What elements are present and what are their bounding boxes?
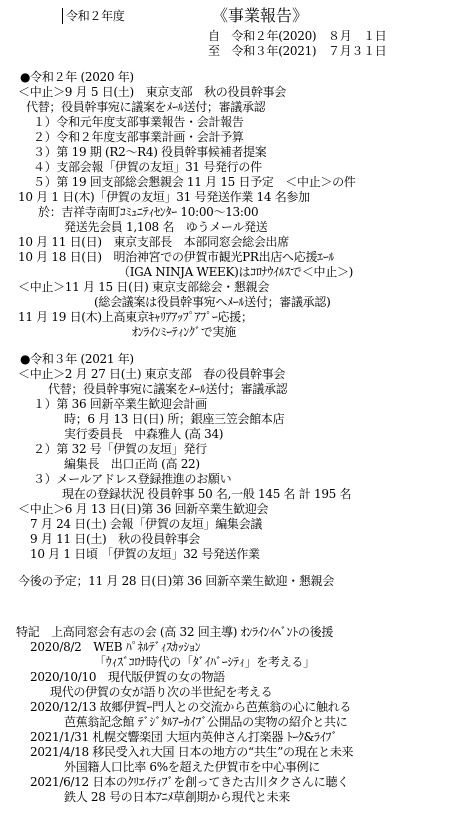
list-item: (総会議案は役員幹事宛へﾒｰﾙ送付；審議承認) xyxy=(94,295,331,309)
list-item: 2020/10/10 現代版伊賀の女の物語 xyxy=(30,670,225,684)
future-plan: 今後の予定；11 月 28 日(日)第 36 回新卒業生歓迎・懇親会 xyxy=(18,574,335,588)
list-item: 現在の登録状況 役員幹事 50 名,一般 145 名 計 195 名 xyxy=(62,487,352,501)
list-item: 発送先会員 1,108 名 ゆうメール発送 xyxy=(64,220,268,234)
period-to: 至 令和３年(2021) ７月３１日 xyxy=(208,44,387,58)
list-item: ２）令和２年度支部事業計画・会計予算 xyxy=(33,130,244,144)
list-item: ４）支部会報「伊賀の友垣」31 号発行の件 xyxy=(33,160,262,174)
list-item: ｵﾝﾗｲﾝﾐｰﾃｨﾝｸﾞで実施 xyxy=(132,325,236,339)
list-item: 鉄人 28 号の日本ｱﾆﾒ草創期から現代と未来 xyxy=(64,790,291,804)
list-item: 代替；役員幹事宛に議案をﾒｰﾙ送付；審議承認 xyxy=(48,382,288,396)
list-item: 9 月 11 日(土) 秋の役員幹事会 xyxy=(30,532,201,546)
list-item: ３）第 19 期 (R2～R4) 役員幹事候補者提案 xyxy=(33,145,267,159)
list-item: 2021/4/18 移民受入れ大国 日本の地方の“共生”の現在と未来 xyxy=(30,745,354,759)
text-boundary-mark xyxy=(62,8,63,24)
list-item: 時；6 月 13 日(日) 所；銀座三笠会館本店 xyxy=(64,412,285,426)
list-item: 代替；役員幹事宛に議案をﾒｰﾙ送付；審議承認 xyxy=(26,100,266,114)
list-item: １）第 36 回新卒業生歓迎会計画 xyxy=(33,397,207,411)
list-item: 2021/6/12 日本のｸﾘｴｲﾃｨﾌﾞを創ってきた古川タクさんに聴く xyxy=(30,775,349,789)
special-heading: 特記 上高同窓会有志の会 (高 32 回主導) ｵﾝﾗｲﾝｲﾍﾞﾝﾄの後援 xyxy=(16,625,334,639)
fiscal-year: 令和２年度 xyxy=(66,9,125,23)
list-item: （IGA NINJA WEEK)はｺﾛﾅｳｲﾙｽで＜中止＞) xyxy=(118,265,354,279)
list-item: 「ｳｨｽﾞｺﾛﾅ時代の「ﾀﾞｲﾊﾞｰｼﾃｨ」を考える」 xyxy=(94,655,315,669)
list-item: 10 月 1 日(木)「伊賀の友垣」31 号発送作業 14 名参加 xyxy=(18,190,310,204)
list-item: 10 月 11 日(日) 東京支部長 本部同窓会総会出席 xyxy=(18,235,289,249)
list-item: １）令和元年度支部事業報告・会計報告 xyxy=(33,115,244,129)
list-item: 2021/1/31 札幌交響楽団 大垣内英伸さん打楽器 ﾄｰｸ&ﾗｲﾌﾞ xyxy=(30,730,338,744)
list-item: 10 月 1 日頃 「伊賀の友垣」32 号発送作業 xyxy=(30,547,260,561)
section-heading-2021: ●令和３年 (2021 年) xyxy=(20,352,134,366)
list-item: 於：吉祥寺南町ｺﾐｭﾆﾃｨｾﾝﾀｰ 10:00～13:00 xyxy=(38,205,259,219)
list-item: ２）第 32 号「伊賀の友垣」発行 xyxy=(33,442,207,456)
list-item: 現代の伊賀の女が語り次の半世紀を考える xyxy=(50,685,273,699)
page-title: 《事業報告》 xyxy=(212,7,309,25)
list-item: 芭蕉翁記念館 ﾃﾞｼﾞﾀﾙｱｰｶｲﾌﾞ公開品の実物の紹介と共に xyxy=(64,715,348,729)
list-item: 編集長 出口正尚 (高 22) xyxy=(64,457,200,471)
list-item: ５）第 19 回支部総会懇親会 11 月 15 日予定 ＜中止＞の件 xyxy=(33,175,356,189)
list-item: ＜中止＞6 月 13 日(日)第 36 回新卒業生歓迎会 xyxy=(18,502,269,516)
list-item: 外国籍人口比率 6%を超えた伊賀市を中心事例に xyxy=(64,760,320,774)
list-item: ＜中止＞2 月 27 日(土) 東京支部 春の役員幹事会 xyxy=(18,367,286,381)
section-heading-2020: ●令和２年 (2020 年) xyxy=(20,70,134,84)
list-item: ３）メールアドレス登録推進のお願い xyxy=(33,472,232,486)
list-item: 2020/12/13 故郷伊賀ｰ門人との交流から芭蕉翁の心に触れる xyxy=(30,700,352,714)
list-item: 実行委員長 中森雅人 (高 34) xyxy=(64,427,224,441)
list-item: 11 月 19 日(木)上高東京ｷｬﾘｱｱｯﾌﾟｱﾌﾟｰ応援； xyxy=(18,310,253,324)
period-from: 自 令和２年(2020) ８月 １日 xyxy=(208,29,387,43)
list-item: 2020/8/2 WEB ﾊﾟﾈﾙﾃﾞｨｽｶｯｼｮﾝ xyxy=(30,640,201,654)
list-item: ＜中止＞9 月 5 日(土) 東京支部 秋の役員幹事会 xyxy=(18,85,286,99)
list-item: ＜中止＞11 月 15 日(日) 東京支部総会・懇親会 xyxy=(18,280,270,294)
list-item: 10 月 18 日(日) 明治神宮での伊賀市観光PR出店へ応援ｴｰﾙ xyxy=(18,250,335,264)
list-item: 7 月 24 日(土) 会報「伊賀の友垣」編集会議 xyxy=(30,517,263,531)
